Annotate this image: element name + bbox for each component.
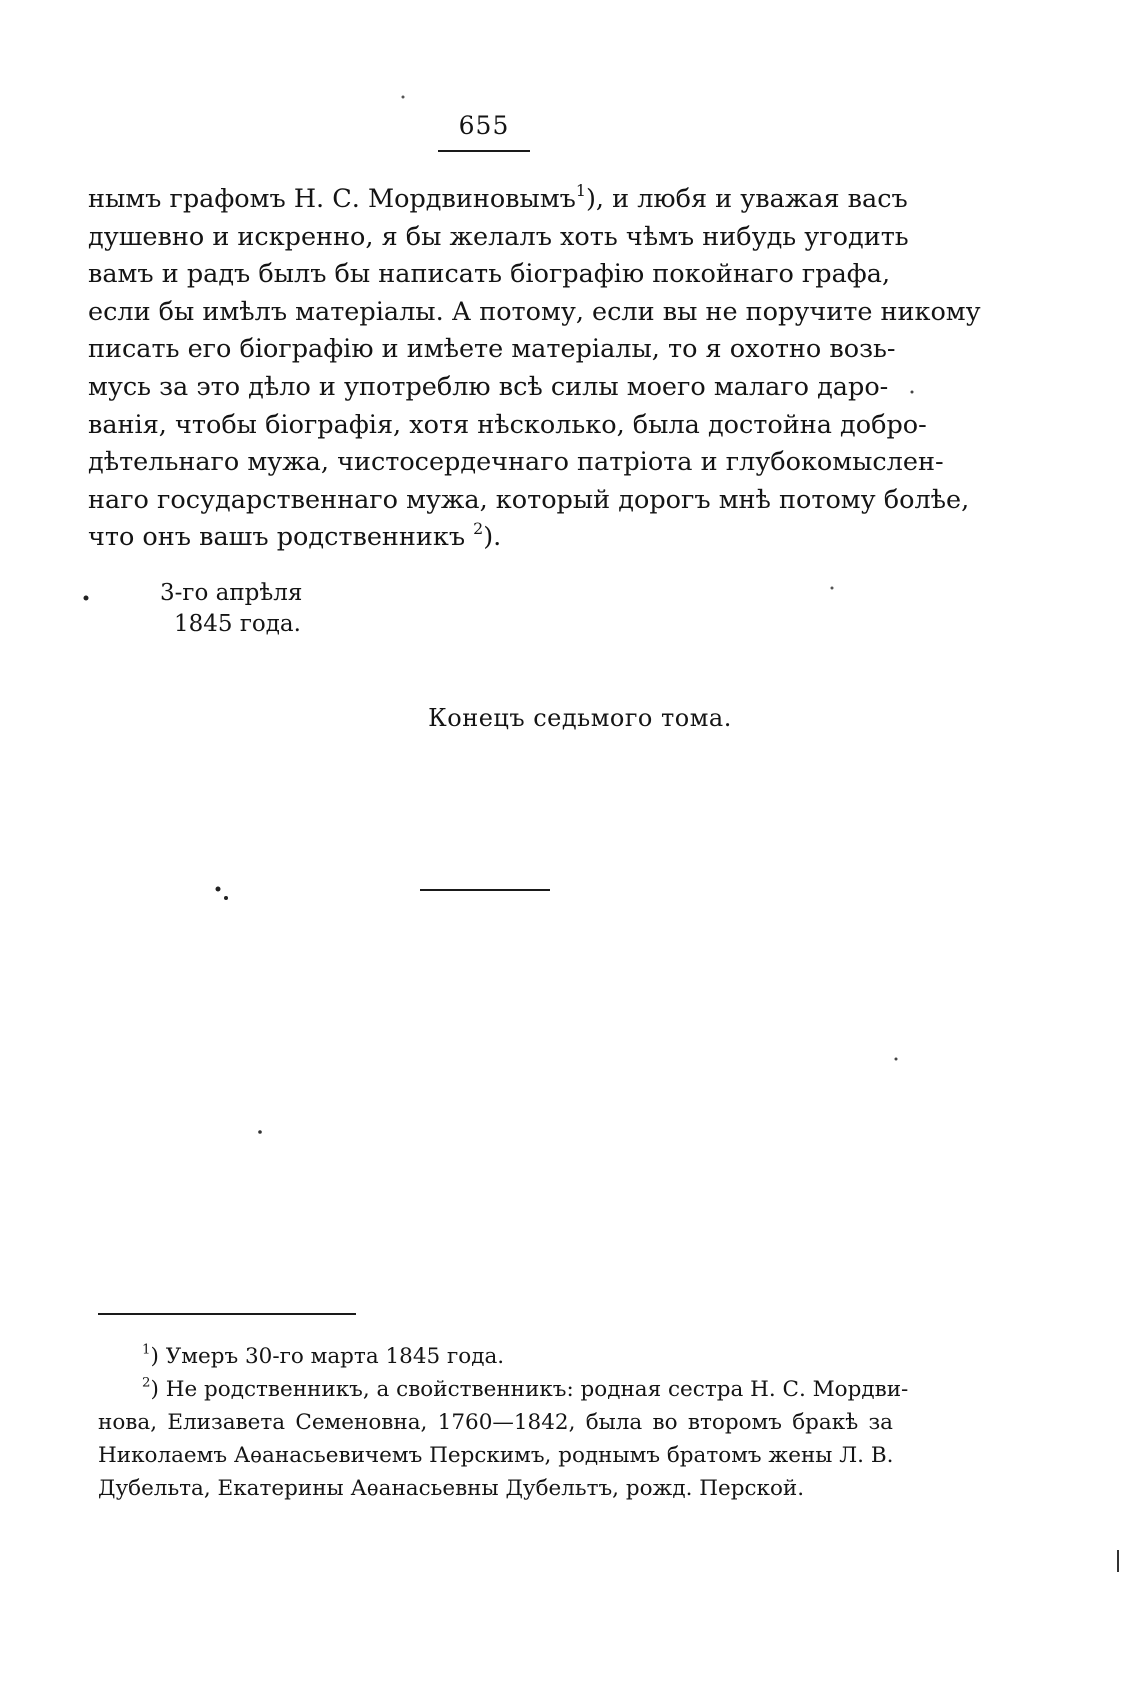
text-line: ванія, чтобы біографія, хотя нѣсколько, была достойна добро- xyxy=(88,409,927,440)
footnote-1-mark: 1 xyxy=(142,1342,151,1358)
footnote-reference-1: 1 xyxy=(575,180,586,200)
section-divider xyxy=(420,889,550,891)
speck xyxy=(258,1130,262,1134)
text-line: вамъ и радъ былъ бы написать біографію покойнаго графа, xyxy=(88,259,891,290)
end-of-volume-title: Конецъ седьмого тома. xyxy=(428,704,732,732)
speck xyxy=(84,596,89,601)
speck xyxy=(224,896,228,900)
speck xyxy=(1117,1550,1119,1572)
footnote-reference-2: 2 xyxy=(473,519,484,539)
date-line-year: 1845 года. xyxy=(174,611,301,637)
footnote-separator xyxy=(98,1313,356,1315)
main-paragraph xyxy=(88,180,981,557)
text-line xyxy=(88,519,882,557)
speck xyxy=(831,587,834,590)
text-line: писать его біографію и имѣете матеріалы, то я охотно возь- xyxy=(88,334,896,365)
speck xyxy=(911,391,914,394)
footnote-2-line: Дубельта, Екатерины Аѳанасьевны Дубельтъ, рожд. Перской. xyxy=(98,1476,805,1501)
text-line: мусь за это дѣло и употреблю всѣ силы моего малаго даро- xyxy=(88,371,889,402)
text-line-tail: ). xyxy=(483,522,502,553)
text-line-tail: ), и любя и уважая васъ xyxy=(585,184,908,214)
footnote-2-line: нова, Елизавета Семеновна, 1760—1842, была во второмъ бракѣ за xyxy=(98,1410,893,1435)
footnote-1 xyxy=(98,1340,893,1373)
speck xyxy=(216,887,221,892)
date-line-day: 3-го апрѣля xyxy=(160,580,303,606)
date-block xyxy=(160,578,302,640)
footnote-2-mark: 2 xyxy=(142,1375,151,1391)
footnote-2-line: Николаемъ Аѳанасьевичемъ Перскимъ, роднымъ братомъ жены Л. В. xyxy=(98,1443,894,1468)
speck xyxy=(402,96,405,99)
text-line xyxy=(88,180,908,219)
footnote-2-line xyxy=(98,1373,909,1406)
text-line: дѣтельнаго мужа, чистосердечнаго патріота и глубокомыслен- xyxy=(88,447,944,478)
text-line-content: нымъ графомъ Н. С. Мордвиновымъ xyxy=(88,184,576,214)
text-line: душевно и искренно, я бы желалъ хоть чѣмъ нибудь угодить xyxy=(88,221,909,252)
text-line: наго государственнаго мужа, который дорогъ мнѣ потому болѣе, xyxy=(88,484,970,515)
page-number-rule xyxy=(438,150,530,152)
page-number: 655 xyxy=(458,111,510,140)
text-line-content: что онъ вашъ родственникъ xyxy=(88,522,466,553)
text-line: если бы имѣлъ матеріалы. А потому, если вы не поручите никому xyxy=(88,296,981,327)
footnotes xyxy=(98,1340,909,1505)
footnote-1-text: ) Умеръ 30-го марта 1845 года. xyxy=(150,1344,505,1369)
speck xyxy=(895,1058,898,1061)
footnote-2-text: ) Не родственникъ, а свойственникъ: родная сестра Н. С. Мордви- xyxy=(150,1377,909,1402)
